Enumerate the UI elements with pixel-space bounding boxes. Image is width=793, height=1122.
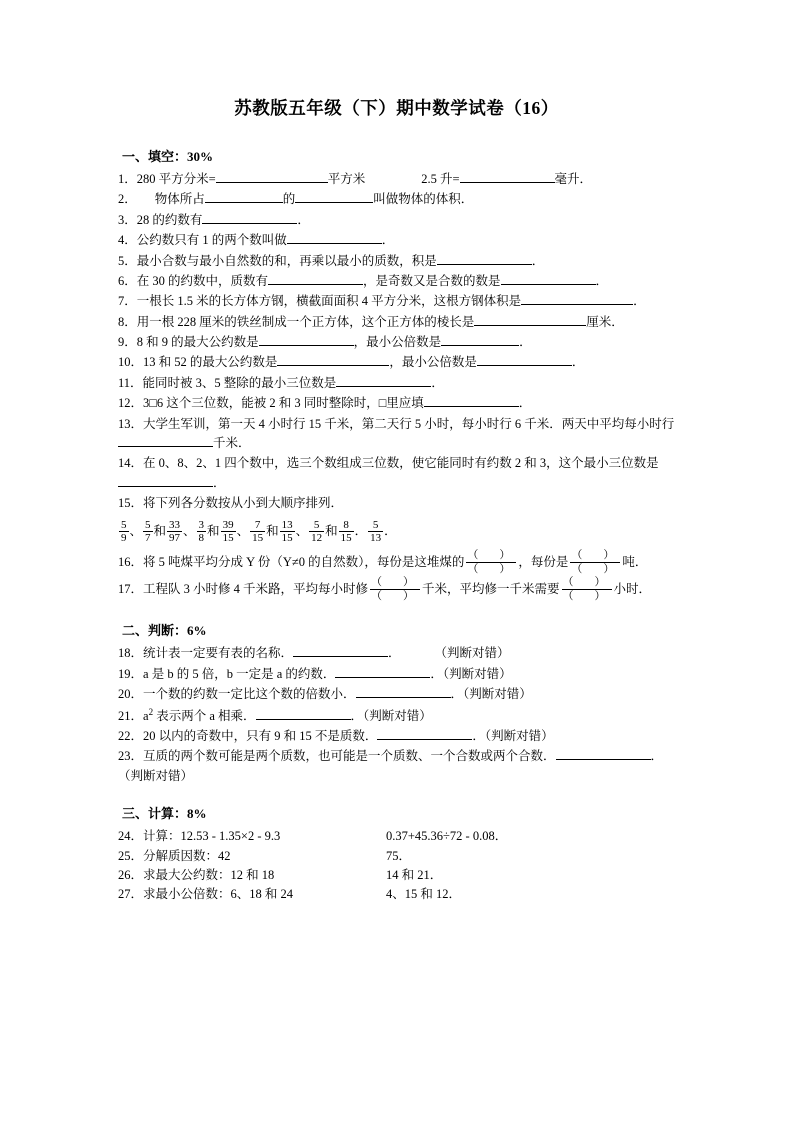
- q20-blank-1[interactable]: [356, 685, 451, 698]
- q26-text-right: 14 和 21．: [386, 867, 443, 882]
- q3-blank-1[interactable]: [202, 211, 297, 224]
- question-26: [118, 866, 675, 885]
- sep-2: 和: [153, 524, 167, 539]
- q19-text-2: ．（判断对错）: [430, 666, 512, 681]
- q4-text-2: ．: [381, 233, 395, 248]
- q17-blank-2-denominator: （ ）: [562, 589, 611, 602]
- fraction-8-denominator: 12: [311, 532, 323, 544]
- q26-text-left: 求最大公约数：12 和 18: [143, 867, 275, 882]
- q13-number: 13．: [118, 416, 144, 431]
- q2-number: 2．: [118, 192, 137, 207]
- sep-3: 、: [183, 524, 196, 539]
- q23-text-2: ．（判断对错）: [118, 749, 664, 783]
- gap-1: [118, 604, 675, 620]
- fraction-5-numerator: 39: [222, 518, 234, 531]
- q17-blank-1-numerator: （ ）: [371, 576, 420, 589]
- q6-blank-1[interactable]: [268, 272, 363, 285]
- q20-text-2: ．（判断对错）: [450, 687, 532, 702]
- q19-number: 19．: [118, 666, 144, 681]
- q20-text-1: 一个数的约数一定比这个数的倍数小．: [143, 687, 356, 702]
- q9-text-1: 8 和 9 的最大公约数是: [136, 335, 259, 349]
- question-1: [118, 170, 675, 189]
- fraction-9: [339, 519, 354, 545]
- q6-text-3: ．: [595, 273, 609, 288]
- q7-text-1: 一根长 1.5 米的长方体方钢，横截面面积 4 平方分米，这根方钢体积是: [136, 294, 522, 309]
- q18-text-3: （判断对错）: [434, 646, 510, 661]
- q4-number: 4．: [118, 233, 137, 248]
- q11-text-2: ．: [431, 375, 444, 390]
- q8-text-2: 厘米．: [586, 314, 624, 329]
- q13-blank-1[interactable]: [118, 434, 213, 447]
- fraction-10-numerator: 5: [368, 519, 383, 532]
- fraction-7-denominator: 15: [281, 532, 293, 544]
- q6-text-2: ，是奇数又是合数的数是: [363, 273, 501, 288]
- q16-blank-2-numerator: （ ）: [571, 548, 620, 561]
- sep-8: 和: [325, 524, 338, 539]
- question-2: [118, 190, 675, 209]
- q6-number: 6．: [118, 273, 137, 288]
- q25-number: 25．: [118, 848, 144, 863]
- q17-blank-1-denominator: （ ）: [371, 589, 420, 602]
- q22-number: 22．: [118, 729, 144, 744]
- q11-blank-1[interactable]: [336, 374, 431, 387]
- q13-text-2: 千米．: [213, 435, 251, 450]
- q27-left: [118, 885, 386, 904]
- fraction-5-denominator: 15: [222, 532, 234, 544]
- question-22: [118, 727, 675, 746]
- q2-blank-2[interactable]: [295, 191, 373, 204]
- question-6: [118, 272, 675, 291]
- q8-text-1: 用一根 228 厘米的铁丝制成一个正方体，这个正方体的棱长是: [136, 314, 475, 329]
- q2-text-3: 叫做物体的体积．: [373, 192, 474, 207]
- q2-text-2: 的: [282, 192, 296, 207]
- q23-number: 23．: [118, 749, 144, 764]
- q5-blank-1[interactable]: [437, 252, 532, 265]
- q8-blank-1[interactable]: [474, 313, 586, 326]
- q20-number: 20．: [118, 687, 144, 702]
- q16-text-3: 吨．: [622, 554, 648, 569]
- question-20: [118, 685, 675, 704]
- q9-blank-1[interactable]: [259, 333, 354, 346]
- q18-number: 18．: [118, 646, 144, 661]
- fraction-3: [167, 519, 182, 545]
- fraction-1-denominator: 9: [121, 532, 127, 544]
- sep-4: 和: [207, 524, 220, 539]
- question-11: [118, 374, 675, 393]
- q10-text-1: 13 和 52 的最大公约数是: [143, 355, 278, 370]
- q16-blank-1-denominator: （ ）: [467, 562, 516, 575]
- q2-blank-1[interactable]: [205, 191, 283, 204]
- q21-text-1b: 表示两个 a 相乘．: [153, 708, 256, 723]
- fraction-4-denominator: 8: [198, 532, 205, 544]
- question-25: [118, 847, 675, 866]
- question-4: [118, 231, 675, 250]
- fraction-2-denominator: 7: [145, 532, 151, 544]
- q6-text-1: 在 30 的约数中，质数有: [136, 273, 269, 288]
- q24-text-right: 0.37+45.36÷72 - 0.08．: [386, 829, 508, 844]
- q15-text-1: 将下列各分数按从小到大顺序排列．: [143, 496, 344, 510]
- q1-blank-1[interactable]: [216, 170, 328, 183]
- question-3: [118, 211, 675, 230]
- sep-5: 、: [236, 524, 250, 539]
- question-17: [118, 577, 675, 603]
- q25-text-right: 75．: [386, 848, 412, 863]
- fraction-2: [143, 519, 153, 545]
- q15-number: 15．: [118, 496, 144, 510]
- q23-text-1: 互质的两个数可能是两个质数，也可能是一个质数、一个合数或两个合数．: [143, 749, 556, 764]
- question-23: [118, 747, 675, 786]
- question-15: [118, 494, 675, 513]
- q14-text-2: ．: [213, 475, 226, 490]
- q22-text-2: ．（判断对错）: [472, 729, 554, 744]
- q1-text-4: 毫升．: [554, 172, 593, 186]
- q17-text-1: 工程队 3 小时修 4 千米路，平均每小时修: [143, 582, 369, 597]
- q12-text-1: 3□6 这个三位数，能被 2 和 3 同时整除时，□里应填: [143, 396, 424, 411]
- q25-text-left: 分解质因数：42: [143, 848, 231, 863]
- fraction-9-numerator: 8: [339, 519, 354, 532]
- q3-text-1: 28 的约数有: [136, 212, 203, 227]
- fraction-10: [368, 519, 383, 545]
- q17-number: 17．: [118, 582, 144, 597]
- question-13: [118, 415, 675, 454]
- q22-text-1: 20 以内的奇数中，只有 9 和 15 不是质数．: [143, 729, 378, 744]
- q10-blank-2[interactable]: [477, 354, 572, 367]
- q14-blank-1[interactable]: [118, 474, 213, 487]
- q18-text-1: 统计表一定要有表的名称．: [143, 646, 294, 661]
- q9-text-3: ．: [519, 335, 532, 349]
- question-15-fraction-list: [118, 515, 675, 548]
- q10-blank-1[interactable]: [277, 354, 389, 367]
- fraction-7-numerator: 13: [281, 518, 293, 531]
- question-16: [118, 550, 675, 576]
- q1-text-2: 平方米: [327, 172, 366, 186]
- q18-blank-1[interactable]: [293, 645, 388, 658]
- question-10: [118, 353, 675, 372]
- q17-blank-2-numerator: （ ）: [562, 576, 611, 589]
- q14-number: 14．: [118, 456, 144, 471]
- question-21: [118, 706, 675, 727]
- question-18: [118, 644, 675, 663]
- fraction-2-numerator: 5: [145, 518, 151, 531]
- sep-9: ．: [354, 524, 368, 539]
- q1-text-1: 280 平方分米=: [136, 172, 216, 186]
- q24-left: [118, 827, 386, 846]
- q18-text-2: ．: [388, 646, 401, 661]
- q2-text-1: 物体所占: [154, 192, 205, 207]
- q7-text-2: ．: [633, 294, 646, 309]
- q9-number: 9．: [118, 335, 137, 349]
- page-title: 苏教版五年级（下）期中数学试卷（16）: [234, 98, 559, 118]
- question-7: [118, 292, 675, 311]
- q16-blank-fraction-1[interactable]: [466, 549, 516, 575]
- fraction-3-numerator: 33: [169, 518, 181, 531]
- question-27: [118, 885, 675, 904]
- q17-blank-fraction-2[interactable]: [562, 576, 612, 602]
- q16-text-2: ，每份是: [518, 554, 569, 569]
- sep-6: 和: [266, 524, 279, 539]
- q5-number: 5．: [118, 253, 137, 268]
- q10-text-3: ．: [571, 355, 585, 370]
- q17-blank-fraction-1[interactable]: [370, 576, 420, 602]
- fraction-6-denominator: 15: [252, 532, 264, 544]
- sep-7: 、: [295, 524, 309, 539]
- q26-number: 26．: [118, 867, 144, 882]
- q17-text-2: 千米，平均修一千米需要: [422, 582, 560, 597]
- question-24: [118, 827, 675, 846]
- fraction-1: [119, 519, 129, 545]
- q11-number: 11．: [118, 375, 143, 390]
- section-heading-judge: 二、判断：6%: [122, 623, 207, 639]
- q11-text-1: 能同时被 3、5 整除的最小三位数是: [142, 375, 337, 390]
- q9-text-2: ，最小公倍数是: [353, 335, 442, 349]
- section-heading-fill: 一、填空：30%: [122, 149, 214, 164]
- q9-blank-2[interactable]: [441, 333, 519, 346]
- q3-text-2: ．: [297, 212, 310, 227]
- q27-text-left: 求最小公倍数：6、18 和 24: [143, 887, 294, 902]
- question-19: [118, 665, 675, 684]
- q16-blank-fraction-2[interactable]: [570, 549, 620, 575]
- q12-blank-1[interactable]: [424, 394, 519, 407]
- q26-left: [118, 866, 386, 885]
- fraction-10-denominator: 13: [370, 532, 382, 544]
- q21-exponent: 2: [148, 706, 154, 717]
- q7-number: 7．: [118, 294, 137, 309]
- fraction-1-numerator: 5: [121, 518, 127, 531]
- question-9: [118, 333, 675, 352]
- q21-text-1a: a: [143, 708, 149, 723]
- fraction-8: [309, 519, 324, 545]
- q25-left: [118, 847, 386, 866]
- question-12: [118, 394, 675, 413]
- sep-1: 、: [129, 524, 143, 539]
- q24-number: 24．: [118, 829, 144, 844]
- q21-text-2: ．（判断对错）: [350, 708, 432, 723]
- gap-2: [118, 787, 675, 803]
- q8-number: 8．: [118, 314, 137, 329]
- q5-text-2: ．: [531, 253, 545, 268]
- question-8: [118, 313, 675, 332]
- q21-blank-1[interactable]: [256, 707, 351, 720]
- sep-10: ．: [384, 524, 397, 539]
- q17-text-3: 小时．: [613, 582, 652, 597]
- q6-blank-2[interactable]: [501, 272, 596, 285]
- q16-text-1: 将 5 吨煤平均分成 Y 份（Y≠0 的自然数），每份是这堆煤的: [143, 554, 465, 569]
- q1-blank-2[interactable]: [460, 170, 555, 183]
- q1-number: 1．: [118, 172, 137, 186]
- q3-number: 3．: [118, 212, 137, 227]
- fraction-6-numerator: 7: [250, 519, 265, 532]
- q22-blank-1[interactable]: [377, 727, 472, 740]
- fraction-5: [221, 519, 236, 545]
- q19-blank-1[interactable]: [335, 665, 430, 678]
- fraction-4: [197, 519, 207, 545]
- q23-blank-1[interactable]: [556, 748, 651, 761]
- fraction-8-numerator: 5: [309, 519, 324, 532]
- fraction-6: [250, 519, 265, 545]
- q16-number: 16．: [118, 554, 144, 569]
- q12-number: 12．: [118, 396, 144, 411]
- q16-blank-2-denominator: （ ）: [571, 562, 620, 575]
- q24-text-left: 计算：12.53 - 1.35×2 - 9.3: [143, 829, 281, 844]
- q19-text-1: a 是 b 的 5 倍，b 一定是 a 的约数．: [143, 666, 336, 681]
- fraction-3-denominator: 97: [169, 532, 181, 544]
- section-heading-calc: 三、计算：8%: [122, 806, 207, 822]
- q1-text-3: 2.5 升=: [421, 172, 460, 186]
- q12-text-2: ．: [518, 396, 532, 411]
- q7-blank-1[interactable]: [521, 292, 633, 305]
- fraction-4-numerator: 3: [198, 518, 205, 531]
- q14-text-1: 在 0、8、2、1 四个数中，选三个数组成三位数，使它能同时有约数 2 和 3，这个最小三位数是: [143, 456, 659, 471]
- q16-blank-1-numerator: （ ）: [467, 548, 516, 561]
- q27-number: 27．: [118, 887, 144, 902]
- question-14: [118, 454, 675, 493]
- q4-text-1: 公约数只有 1 的两个数叫做: [136, 233, 287, 248]
- q13-text-1: 大学生军训，第一天 4 小时行 15 千米，第二天行 5 小时，每小时行 6 千米．两天中平均每小时行: [143, 416, 675, 431]
- q21-number: 21．: [118, 708, 144, 723]
- q27-text-right: 4、15 和 12．: [386, 887, 462, 902]
- question-5: [118, 252, 675, 271]
- fraction-7: [280, 519, 295, 545]
- q5-text-1: 最小合数与最小自然数的和，再乘以最小的质数，积是: [136, 253, 437, 268]
- q4-blank-1[interactable]: [287, 231, 382, 244]
- fraction-9-denominator: 15: [340, 532, 352, 544]
- q10-text-2: ，最小公倍数是: [389, 355, 477, 370]
- q10-number: 10．: [118, 355, 144, 370]
